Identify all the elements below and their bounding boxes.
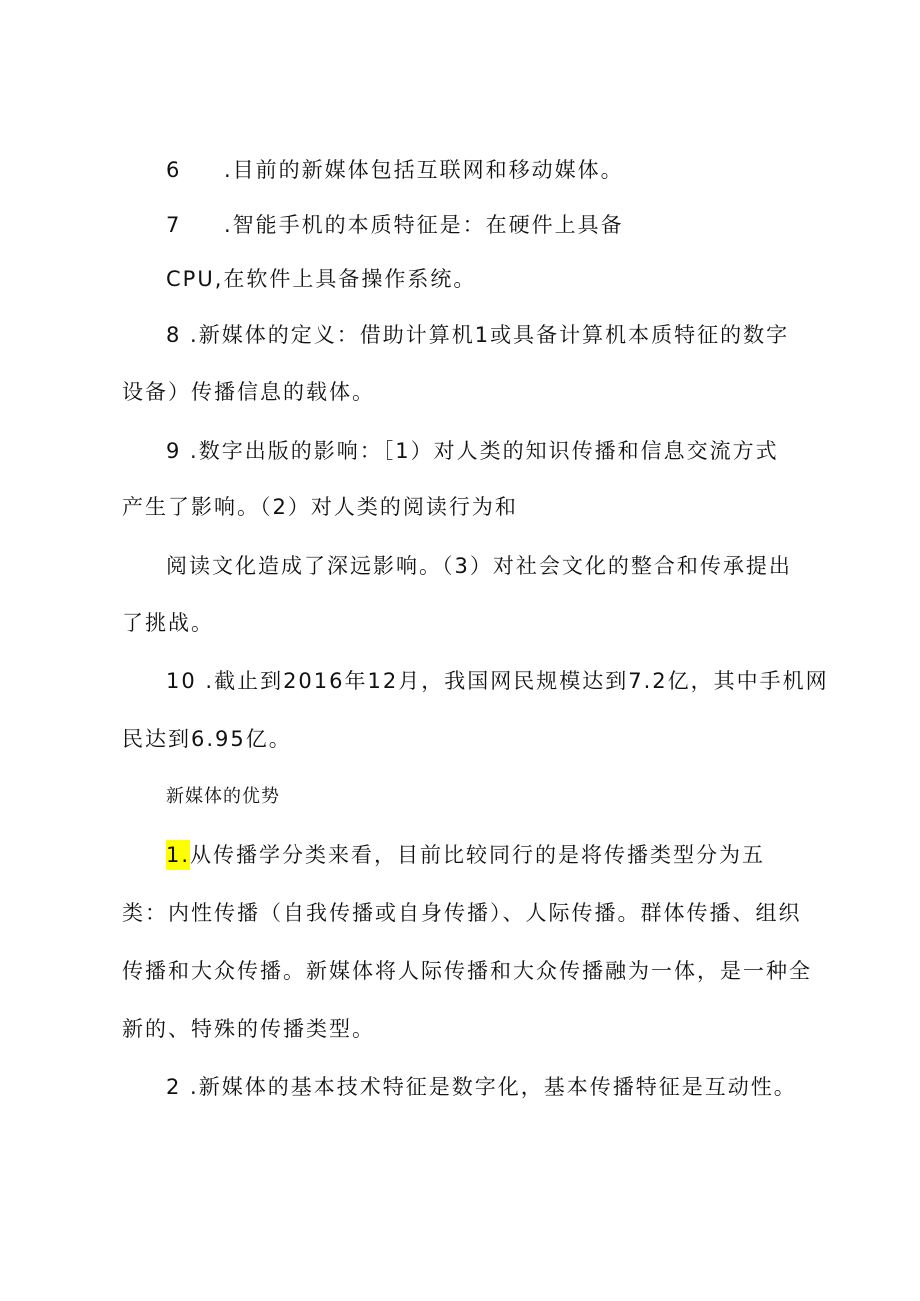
- paragraph-line: 9 .数字出版的影响：［1）对人类的知识传播和信息交流方式: [166, 439, 779, 463]
- paragraph-line: 了挑战。: [122, 611, 214, 635]
- line-text: 从传播学分类来看，目前比较同行的是将传播类型分为五: [190, 843, 766, 867]
- paragraph-line: 阅读文化造成了深远影响。（3）对社会文化的整合和传承提出: [166, 554, 792, 578]
- line-text: .智能手机的本质特征是：在硬件上具备: [224, 213, 624, 237]
- paragraph-line: 设备）传播信息的载体。: [122, 380, 375, 404]
- paragraph-line: [166, 155, 624, 185]
- paragraph-line: [166, 210, 624, 240]
- paragraph-line: CPU,在软件上具备操作系统。: [166, 267, 477, 291]
- paragraph-line: 10 .截止到2016年12月，我国网民规模达到7.2亿，其中手机网: [166, 669, 829, 693]
- item-number: 7: [166, 213, 182, 237]
- item-number: 6: [166, 158, 182, 182]
- paragraph-line: 2 .新媒体的基本技术特征是数字化，基本传播特征是互动性。: [166, 1075, 797, 1099]
- paragraph-line: [166, 840, 765, 870]
- paragraph-line: 类：内性传播（自我传播或自身传播）、人际传播。群体传播、组织: [122, 901, 802, 925]
- paragraph-line: 新的、特殊的传播类型。: [122, 1017, 375, 1041]
- paragraph-line: 传播和大众传播。新媒体将人际传播和大众传播融为一体，是一种全: [122, 959, 812, 983]
- section-title: 新媒体的优势: [166, 786, 280, 807]
- paragraph-line: 8 .新媒体的定义：借助计算机1或具备计算机本质特征的数字: [166, 323, 790, 347]
- paragraph-line: 民达到6.95亿。: [122, 727, 292, 751]
- line-text: .目前的新媒体包括互联网和移动媒体。: [224, 158, 624, 182]
- paragraph-line: 产生了影响。（2）对人类的阅读行为和: [122, 495, 518, 519]
- highlighted-number: 1.: [166, 840, 190, 870]
